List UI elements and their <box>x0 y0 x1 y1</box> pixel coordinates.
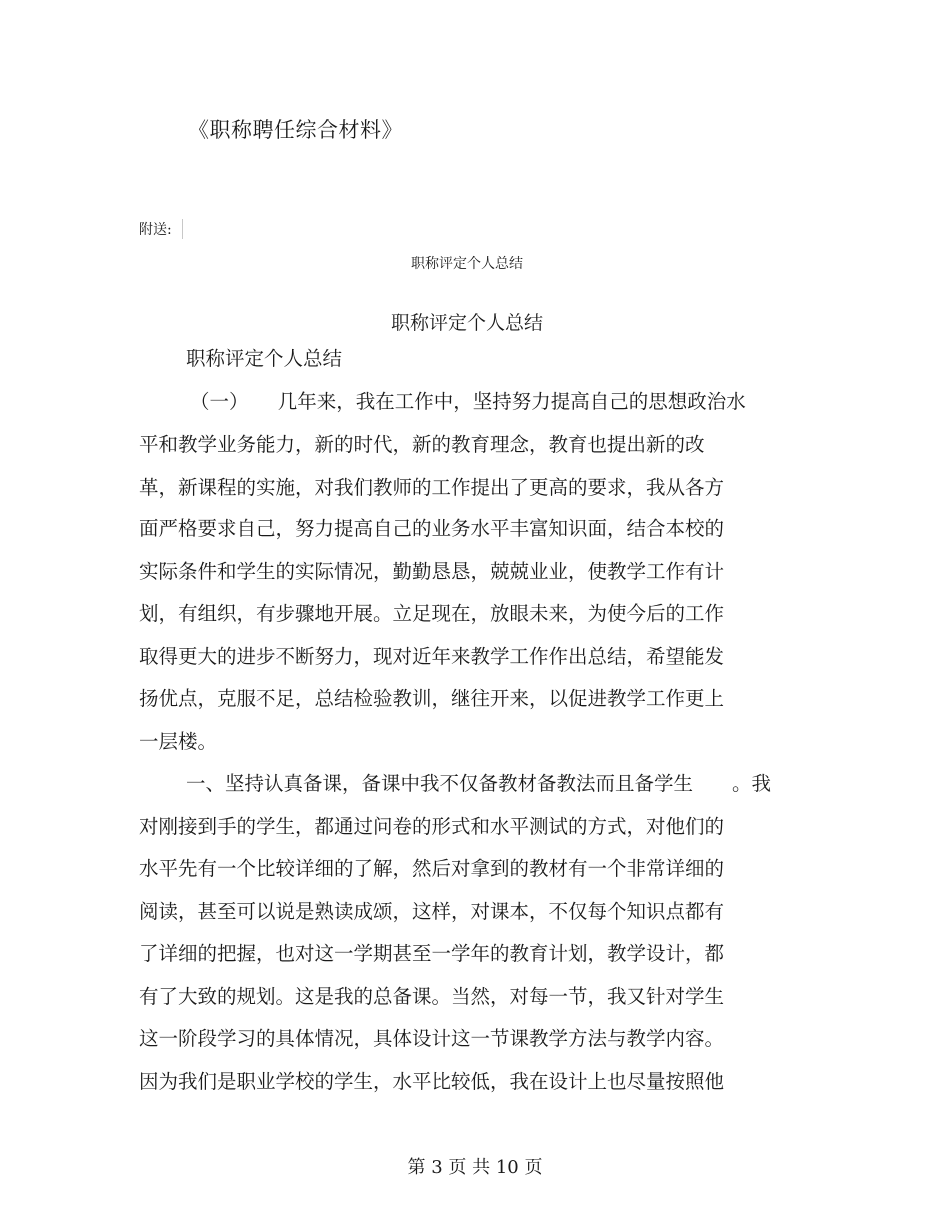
small-heading: 职称评定个人总结 <box>411 256 523 272</box>
body-line: 职称评定个人总结 <box>186 347 343 370</box>
body-line: 因为我们是职业学校的学生，水平比较低，我在设计上也尽量按照他 <box>139 1070 725 1093</box>
body-line: 划，有组织，有步骤地开展。立足现在，放眼未来，为使今后的工作 <box>139 602 725 625</box>
body-line: 取得更大的进步不断努力，现对近年来教学工作作出总结，希望能发 <box>139 645 725 668</box>
document-title: 《职称聘任综合材料》 <box>188 118 403 142</box>
body-line: 有了大致的规划。这是我的总备课。当然，对每一节，我又针对学生 <box>139 985 725 1008</box>
body-line: 了详细的把握，也对这一学期甚至一学年的教育计划，教学设计，都 <box>139 942 725 965</box>
body-line: 扬优点，克服不足，总结检验教训，继往开来，以促进教学工作更上 <box>139 687 725 710</box>
attachment-row <box>139 219 183 239</box>
body-line: 面严格要求自己，努力提高自己的业务水平丰富知识面，结合本校的 <box>139 517 725 540</box>
attachment-label: 附送: <box>139 222 172 238</box>
main-heading: 职称评定个人总结 <box>390 312 543 334</box>
body-line: 一层楼。 <box>139 730 218 753</box>
body-line: 阅读，甚至可以说是熟读成颂，这样，对课本，不仅每个知识点都有 <box>139 900 725 923</box>
body-line: 对刚接到手的学生，都通过问卷的形式和水平测试的方式，对他们的 <box>139 815 725 838</box>
body-line: 一、坚持认真备课，备课中我不仅备教材备教法而且备学生 。我 <box>186 772 772 795</box>
page-footer: 第 3 页 共 10 页 <box>407 1157 543 1178</box>
attachment-divider <box>182 219 183 239</box>
body-line: （一） 几年来，我在工作中，坚持努力提高自己的思想政治水 <box>190 390 746 413</box>
body-line: 革，新课程的实施，对我们教师的工作提出了更高的要求，我从各方 <box>139 476 725 499</box>
body-line: 平和教学业务能力，新的时代，新的教育理念，教育也提出新的改 <box>139 433 705 456</box>
body-line: 水平先有一个比较详细的了解，然后对拿到的教材有一个非常详细的 <box>139 857 725 880</box>
body-line: 实际条件和学生的实际情况，勤勤恳恳，兢兢业业，使教学工作有计 <box>139 560 725 583</box>
body-line: 这一阶段学习的具体情况，具体设计这一节课教学方法与教学内容。 <box>139 1027 725 1050</box>
